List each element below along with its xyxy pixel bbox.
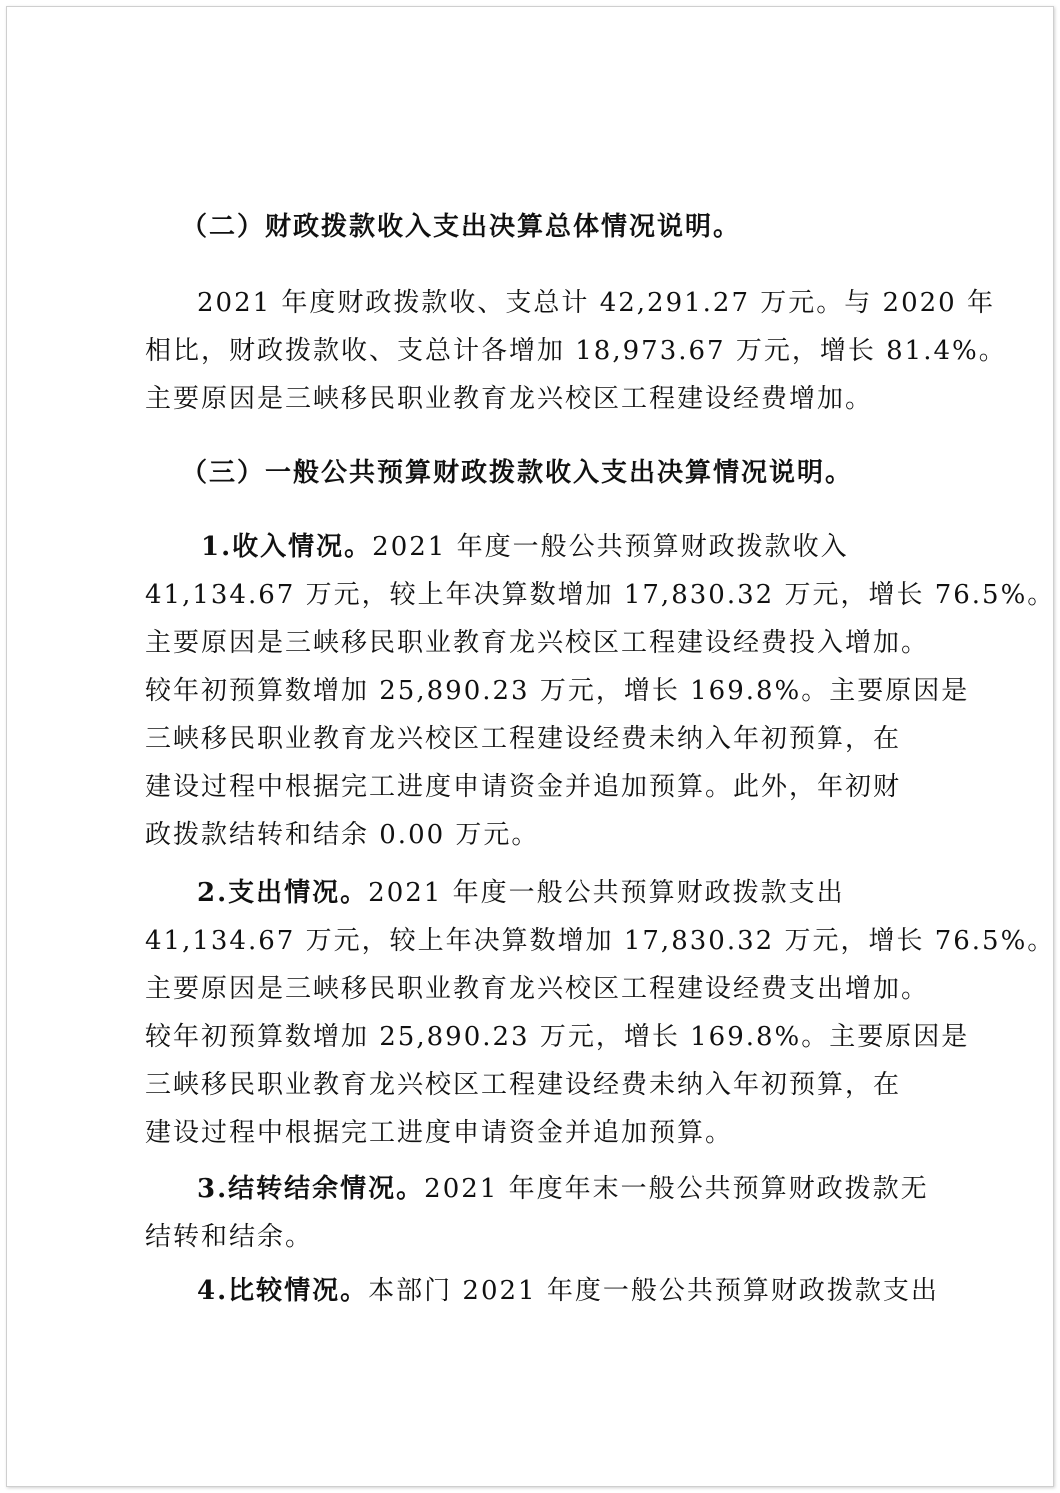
section-heading-3: （三）一般公共预算财政拨款收入支出决算情况说明。 [181,458,854,488]
paragraph-line: 政拨款结转和结余 0.00 万元。 [145,820,540,850]
paragraph-line: 三峡移民职业教育龙兴校区工程建设经费未纳入年初预算，在 [145,724,902,754]
paragraph-line: 三峡移民职业教育龙兴校区工程建设经费未纳入年初预算，在 [145,1070,902,1100]
paragraph-line: 建设过程中根据完工进度申请资金并追加预算。此外，年初财 [145,772,902,802]
paragraph-line: 2021 年度财政拨款收、支总计 42,291.27 万元。与 2020 年 [197,288,995,318]
section-heading-2: （二）财政拨款收入支出决算总体情况说明。 [181,212,742,242]
item-2-label: 2.支出情况。 [197,878,369,908]
paragraph-line: 主要原因是三峡移民职业教育龙兴校区工程建设经费增加。 [145,384,874,414]
paragraph-line: 41,134.67 万元，较上年决算数增加 17,830.32 万元，增长 76.5%。 [145,580,1056,610]
paragraph-line: 较年初预算数增加 25,890.23 万元，增长 169.8%。主要原因是 [145,1022,970,1052]
item-1-label: 1.收入情况。 [201,532,373,562]
document-page [6,6,1054,1487]
item-2-text: 2021 年度一般公共预算财政拨款支出 [368,878,845,908]
item-3-text: 2021 年度年末一般公共预算财政拨款无 [424,1174,929,1204]
item-1-first-line [201,527,1053,567]
item-3-label: 3.结转结余情况。 [197,1174,425,1204]
item-4-text: 本部门 2021 年度一般公共预算财政拨款支出 [368,1276,939,1306]
item-2-first-line [197,873,1053,913]
paragraph-line: 主要原因是三峡移民职业教育龙兴校区工程建设经费投入增加。 [145,628,930,658]
item-4-first-line [197,1271,1053,1311]
item-3-first-line [197,1169,1053,1209]
paragraph-line: 结转和结余。 [145,1222,314,1252]
paragraph-line: 相比，财政拨款收、支总计各增加 18,973.67 万元，增长 81.4%。 [145,336,1007,366]
paragraph-line: 主要原因是三峡移民职业教育龙兴校区工程建设经费支出增加。 [145,974,930,1004]
item-4-label: 4.比较情况。 [197,1276,369,1306]
item-1-text: 2021 年度一般公共预算财政拨款收入 [372,532,849,562]
paragraph-line: 41,134.67 万元，较上年决算数增加 17,830.32 万元，增长 76.5%。 [145,926,1056,956]
paragraph-line: 建设过程中根据完工进度申请资金并追加预算。 [145,1118,734,1148]
paragraph-line: 较年初预算数增加 25,890.23 万元，增长 169.8%。主要原因是 [145,676,970,706]
